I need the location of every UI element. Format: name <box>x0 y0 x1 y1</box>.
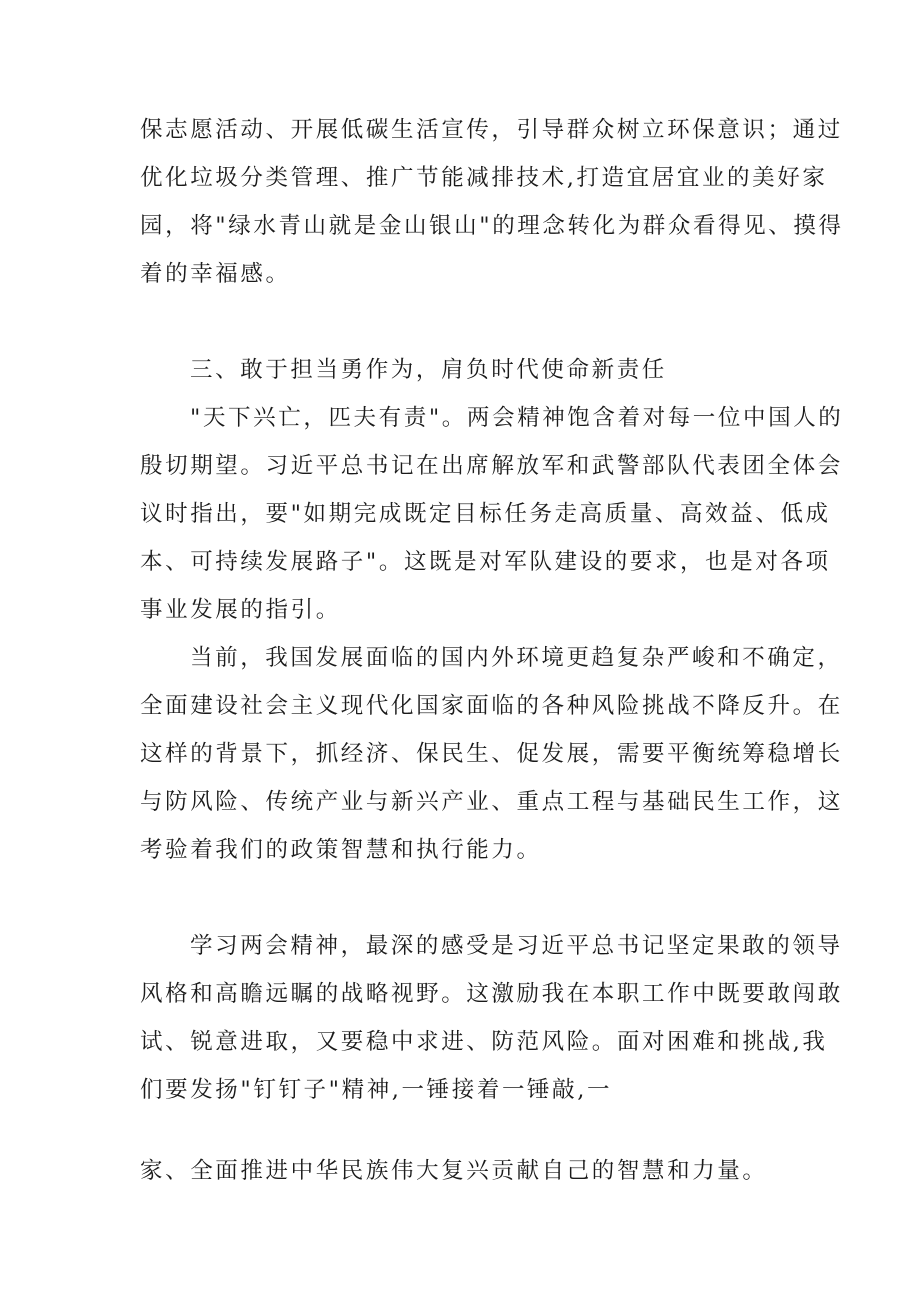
paragraph-line: 议时指出，要"如期完成既定目标任务走高质量、高效益、低成 <box>140 501 831 527</box>
paragraph-line: 家、全面推进中华民族伟大复兴贡献自己的智慧和力量。 <box>140 1158 768 1184</box>
section-heading: 三、敢于担当勇作为，肩负时代使命新责任 <box>190 357 667 383</box>
paragraph-line: 全面建设社会主义现代化国家面临的各种风险挑战不降反升。在 <box>140 693 843 719</box>
paragraph-line: 与防风险、传统产业与新兴产业、重点工程与基础民生工作，这 <box>140 789 843 815</box>
paragraph-line: 殷切期望。习近平总书记在出席解放军和武警部队代表团全体会 <box>140 453 843 479</box>
paragraph-line: 风格和高瞻远瞩的战略视野。这激励我在本职工作中既要敢闯敢 <box>140 981 843 1007</box>
paragraph-line: 优化垃圾分类管理、推广节能减排技术,打造宜居宜业的美好家 <box>140 165 828 191</box>
paragraph-line: 着的幸福感。 <box>140 261 291 287</box>
paragraph-line: 考验着我们的政策智慧和执行能力。 <box>140 837 542 863</box>
paragraph-line: "天下兴亡，匹夫有责"。两会精神饱含着对每一位中国人的 <box>190 405 844 431</box>
paragraph-line: 们要发扬"钉钉子"精神,一锤接着一锤敲,一 <box>140 1077 613 1103</box>
paragraph-line: 保志愿活动、开展低碳生活宣传，引导群众树立环保意识；通过 <box>140 117 843 143</box>
paragraph-line: 学习两会精神，最深的感受是习近平总书记坚定果敢的领导 <box>190 933 843 959</box>
paragraph-line: 试、锐意进取，又要稳中求进、防范风险。面对困难和挑战,我 <box>140 1029 828 1055</box>
paragraph-line: 当前，我国发展面临的国内外环境更趋复杂严峻和不确定， <box>190 645 843 671</box>
paragraph-line: 本、可持续发展路子"。这既是对军队建设的要求，也是对各项 <box>140 549 831 575</box>
paragraph-line: 园，将"绿水青山就是金山银山"的理念转化为群众看得见、摸得 <box>140 213 844 239</box>
paragraph-line: 事业发展的指引。 <box>140 597 341 623</box>
paragraph-line: 这样的背景下，抓经济、保民生、促发展，需要平衡统筹稳增长 <box>140 741 843 767</box>
